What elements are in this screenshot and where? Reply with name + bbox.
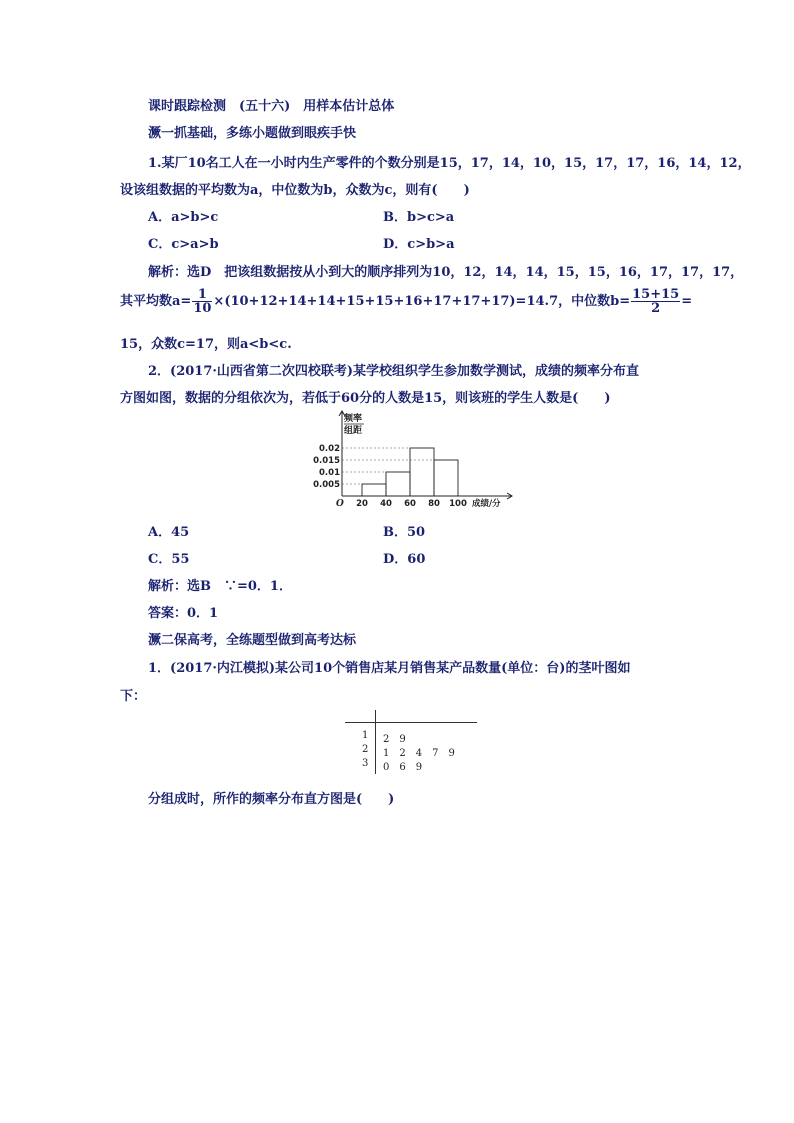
q1-solution-prefix: 其平均数a= bbox=[120, 294, 192, 309]
stem-leaf-divider bbox=[375, 710, 376, 774]
stem-leaf-plot bbox=[345, 710, 477, 774]
x-axis-label: 成绩/分 bbox=[472, 499, 501, 509]
q2-option-d: D．60 bbox=[383, 552, 426, 567]
fraction-median bbox=[631, 288, 680, 315]
fraction-numerator: 15+15 bbox=[632, 287, 680, 302]
q1-option-c: C．c>a>b bbox=[148, 237, 219, 252]
y-tick-label: 0.02 bbox=[319, 444, 340, 454]
y-tick-label: 0.015 bbox=[313, 456, 340, 466]
stem-row-2-stem: 2 bbox=[362, 744, 369, 755]
stem-row-2-leaves: 1 2 4 7 9 bbox=[383, 748, 455, 759]
x-tick-label: 80 bbox=[428, 499, 440, 509]
fraction-denominator: 2 bbox=[651, 301, 661, 316]
page-title: 课时跟踪检测 (五十六) 用样本估计总体 bbox=[148, 99, 395, 114]
q1-solution-line3: 15，众数c=17，则a<b<c. bbox=[120, 337, 292, 352]
section-heading-1: 㵐一抓基础，多练小题做到眼疾手快 bbox=[148, 126, 357, 141]
section-heading-2: 㵐二保高考，全练题型做到高考达标 bbox=[148, 633, 357, 648]
q1-text-line1: 1.某厂10名工人在一小时内生产零件的个数分别是15，17，14，10，15，17，17，16，14，12， bbox=[148, 156, 751, 171]
x-tick-label: 100 bbox=[449, 499, 467, 509]
q3-text-line2: 下： bbox=[120, 689, 147, 704]
q2-text-line1: 2．(2017·山西省第二次四校联考)某学校组织学生参加数学测试，成绩的频率分布直 bbox=[148, 364, 640, 379]
origin-label: O bbox=[336, 499, 344, 509]
q1-solution-middle: ×(10+12+14+14+15+15+16+17+17+17)=14.7，中位数b= bbox=[213, 294, 631, 309]
q1-solution-equals: = bbox=[681, 294, 693, 309]
q2-option-a: A．45 bbox=[148, 525, 190, 540]
q2-text-line2: 方图如图，数据的分组依次为，若低于60分的人数是15，则该班的学生人数是( ) bbox=[120, 391, 611, 406]
q2-option-c: C．55 bbox=[148, 552, 190, 567]
y-tick-label: 0.005 bbox=[313, 480, 340, 490]
stem-row-1-leaves: 2 9 bbox=[383, 734, 406, 745]
q3-text-line1: 1．(2017·内江模拟)某公司10个销售店某月销售某产品数量(单位：台)的茎叶图如 bbox=[148, 661, 631, 676]
y-tick-label: 0.01 bbox=[319, 468, 340, 478]
q1-option-a: A．a>b>c bbox=[148, 210, 219, 225]
q2-solution: 解析：选B ∵=0．1． bbox=[148, 579, 292, 594]
histogram-bar bbox=[434, 460, 458, 496]
q3-tail: 分组成时，所作的频率分布直方图是( ) bbox=[148, 792, 395, 807]
stem-leaf-top-rule bbox=[345, 722, 477, 723]
histogram-bar bbox=[386, 472, 410, 496]
histogram-bar bbox=[410, 448, 434, 496]
q1-solution-line1: 解析：选D 把该组数据按从小到大的顺序排列为10，12，14，14，15，15，16，17，17，17， bbox=[148, 265, 744, 280]
stem-row-1-stem: 1 bbox=[362, 730, 369, 741]
q1-option-d: D．c>b>a bbox=[383, 237, 455, 252]
frequency-histogram bbox=[313, 410, 520, 510]
y-axis-label-bottom: 组距 bbox=[344, 426, 363, 436]
fraction-numerator: 1 bbox=[192, 288, 212, 302]
y-axis-label-top: 频率 bbox=[344, 414, 363, 424]
stem-row-3-leaves: 0 6 9 bbox=[383, 762, 423, 773]
q1-option-b: B．b>c>a bbox=[383, 210, 455, 225]
q1-solution-line2 bbox=[120, 288, 692, 315]
q2-answer: 答案：0．1 bbox=[148, 606, 219, 621]
x-tick-label: 20 bbox=[356, 499, 368, 509]
q1-text-line2: 设该组数据的平均数为a，中位数为b，众数为c，则有( ) bbox=[120, 183, 470, 198]
q2-option-b: B．50 bbox=[383, 525, 426, 540]
x-tick-label: 60 bbox=[404, 499, 416, 509]
stem-row-3-stem: 3 bbox=[362, 758, 369, 769]
histogram-bar bbox=[362, 484, 386, 496]
fraction-denominator: 10 bbox=[193, 301, 212, 316]
fraction-one-tenth bbox=[192, 288, 212, 315]
x-tick-label: 40 bbox=[380, 499, 392, 509]
